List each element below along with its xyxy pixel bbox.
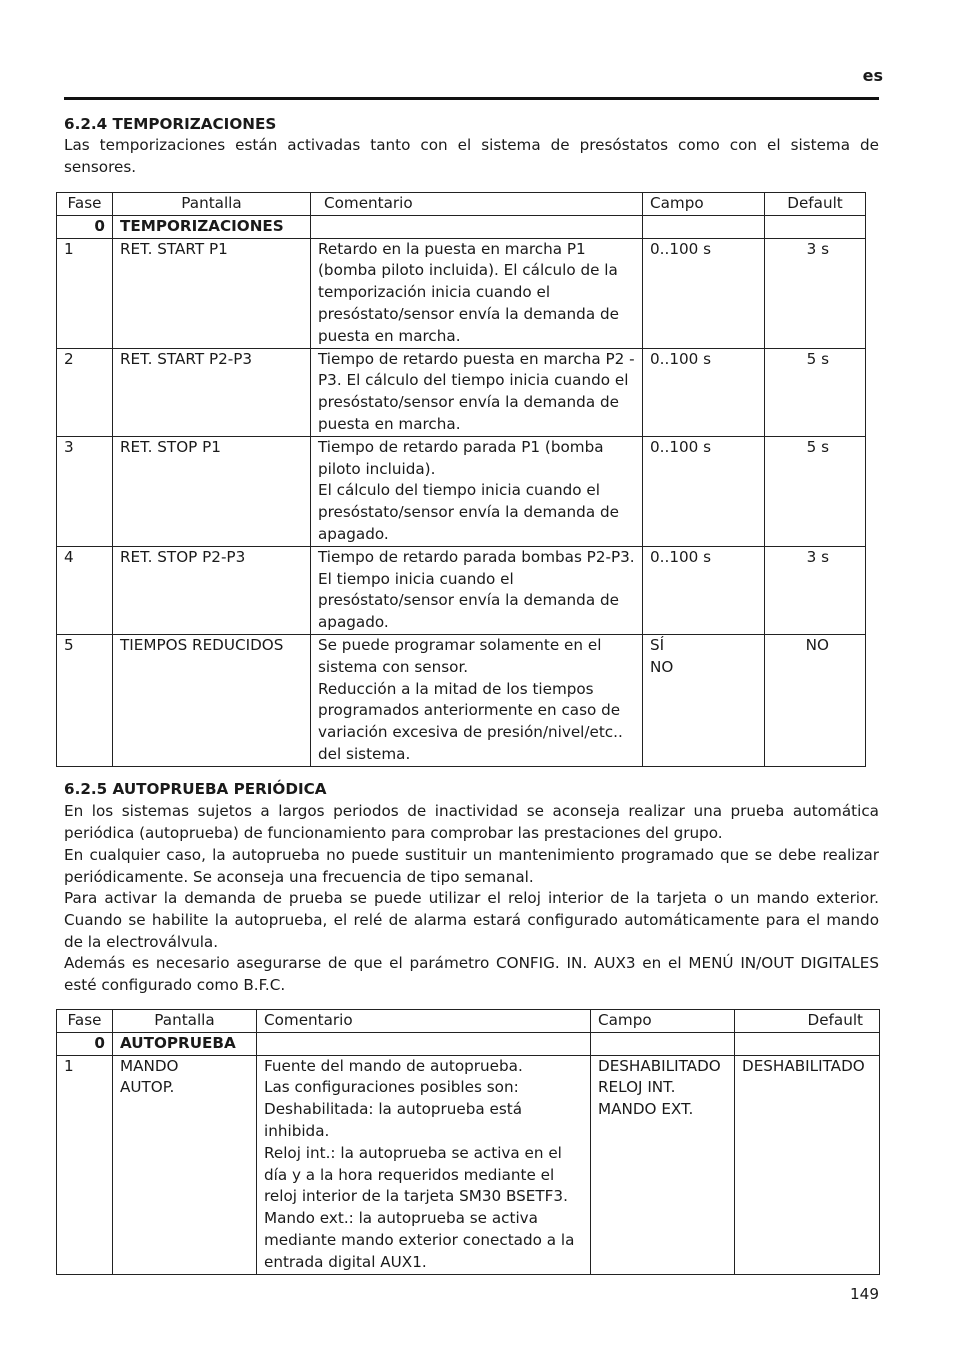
table-row (57, 1055, 880, 1274)
section-title-temporizaciones: 6.2.4 TEMPORIZACIONES (64, 115, 277, 133)
paragraph: Para activar la demanda de prueba se puede utilizar el reloj interior de la tarjeta o un mando exterior. Cuando se habilite la autoprueba, el relé de alarma estará configurado automáticamente para el mando de la electroválvula. (64, 889, 879, 951)
group-pantalla: AUTOPRUEBA (113, 1032, 257, 1055)
row-comentario: Retardo en la puesta en marcha P1 (bomba piloto incluida). El cálculo de la temporización inicia cuando el presóstato/sensor envía la demanda de puesta en marcha. (311, 238, 643, 348)
empty-cell (311, 215, 643, 238)
paragraph: Además es necesario asegurarse de que el parámetro CONFIG. IN. AUX3 en el MENÚ IN/OUT DIGITALES esté configurado como B.F.C. (64, 954, 879, 994)
row-fase: 1 (57, 238, 113, 348)
row-campo: 0..100 s (643, 436, 765, 546)
row-fase: 2 (57, 348, 113, 436)
table-row (57, 436, 866, 546)
header-comentario: Comentario (311, 193, 643, 216)
row-default: 5 s (765, 348, 866, 436)
row-campo: 0..100 s (643, 348, 765, 436)
group-fase: 0 (57, 1032, 113, 1055)
header-fase: Fase (57, 1010, 113, 1033)
row-fase: 1 (57, 1055, 113, 1274)
row-default: 3 s (765, 546, 866, 634)
row-fase: 3 (57, 436, 113, 546)
row-campo: 0..100 s (643, 546, 765, 634)
section-title-autoprueba: 6.2.5 AUTOPRUEBA PERIÓDICA (64, 780, 327, 798)
row-pantalla: RET. STOP P1 (113, 436, 311, 546)
header-campo: Campo (591, 1010, 735, 1033)
table-row (57, 546, 866, 634)
row-default: 5 s (765, 436, 866, 546)
header-rule (64, 97, 879, 100)
table-row (57, 238, 866, 348)
row-default: DESHABILITADO (735, 1055, 880, 1274)
table-row (57, 348, 866, 436)
row-default: NO (765, 634, 866, 766)
row-pantalla: RET. STOP P2-P3 (113, 546, 311, 634)
empty-cell (735, 1032, 880, 1055)
row-fase: 5 (57, 634, 113, 766)
row-comentario: Se puede programar solamente en el sistema con sensor. Reducción a la mitad de los tiempos programados anteriormente en caso de variación excesiva de presión/nivel/etc.. del sistema. (311, 634, 643, 766)
header-comentario: Comentario (257, 1010, 591, 1033)
header-default: Default (735, 1010, 880, 1033)
row-comentario: Tiempo de retardo puesta en marcha P2 - P3. El cálculo del tiempo inicia cuando el presóstato/sensor envía la demanda de puesta en marcha. (311, 348, 643, 436)
table-header-row (57, 1010, 880, 1033)
header-pantalla: Pantalla (113, 193, 311, 216)
row-comentario: Fuente del mando de autoprueba. Las configuraciones posibles son: Deshabilitada: la autoprueba está inhibida. Reloj int.: la autoprueba se activa en el día y a la hora requeridos mediante el reloj interior de la tarjeta SM30 BSETF3. Mando ext.: la autoprueba se activa mediante mando exterior conectado a la entrada digital AUX1. (257, 1055, 591, 1274)
row-campo: DESHABILITADO RELOJ INT. MANDO EXT. (591, 1055, 735, 1274)
group-pantalla: TEMPORIZACIONES (113, 215, 311, 238)
table-autoprueba (56, 1009, 880, 1275)
header-pantalla: Pantalla (113, 1010, 257, 1033)
page-number: 149 (850, 1285, 879, 1303)
paragraph: En cualquier caso, la autoprueba no puede sustituir un mantenimiento programado que se debe realizar periódicamente. Se aconseja una frecuencia de tipo semanal. (64, 846, 879, 886)
table-header-row (57, 193, 866, 216)
header-campo: Campo (643, 193, 765, 216)
row-campo: SÍ NO (643, 634, 765, 766)
table-group-row (57, 1032, 880, 1055)
header-fase: Fase (57, 193, 113, 216)
row-default: 3 s (765, 238, 866, 348)
row-comentario: Tiempo de retardo parada P1 (bomba piloto incluida). El cálculo del tiempo inicia cuando el presóstato/sensor envía la demanda de apagado. (311, 436, 643, 546)
row-pantalla: RET. START P1 (113, 238, 311, 348)
row-fase: 4 (57, 546, 113, 634)
empty-cell (257, 1032, 591, 1055)
table-group-row (57, 215, 866, 238)
language-code: es (862, 66, 883, 85)
empty-cell (643, 215, 765, 238)
empty-cell (591, 1032, 735, 1055)
row-campo: 0..100 s (643, 238, 765, 348)
group-fase: 0 (57, 215, 113, 238)
table-temporizaciones (56, 192, 866, 767)
row-pantalla: RET. START P2-P3 (113, 348, 311, 436)
paragraph: En los sistemas sujetos a largos periodos de inactividad se aconseja realizar una prueba automática periódica (autoprueba) de funcionamiento para comprobar las prestaciones del grupo. (64, 802, 879, 842)
empty-cell (765, 215, 866, 238)
section-intro-temporizaciones: Las temporizaciones están activadas tanto con el sistema de presóstatos como con el sistema de sensores. (64, 136, 879, 176)
row-pantalla: MANDO AUTOP. (113, 1055, 257, 1274)
header-default: Default (765, 193, 866, 216)
row-pantalla: TIEMPOS REDUCIDOS (113, 634, 311, 766)
row-comentario: Tiempo de retardo parada bombas P2-P3. El tiempo inicia cuando el presóstato/sensor envía la demanda de apagado. (311, 546, 643, 634)
table-row (57, 634, 866, 766)
